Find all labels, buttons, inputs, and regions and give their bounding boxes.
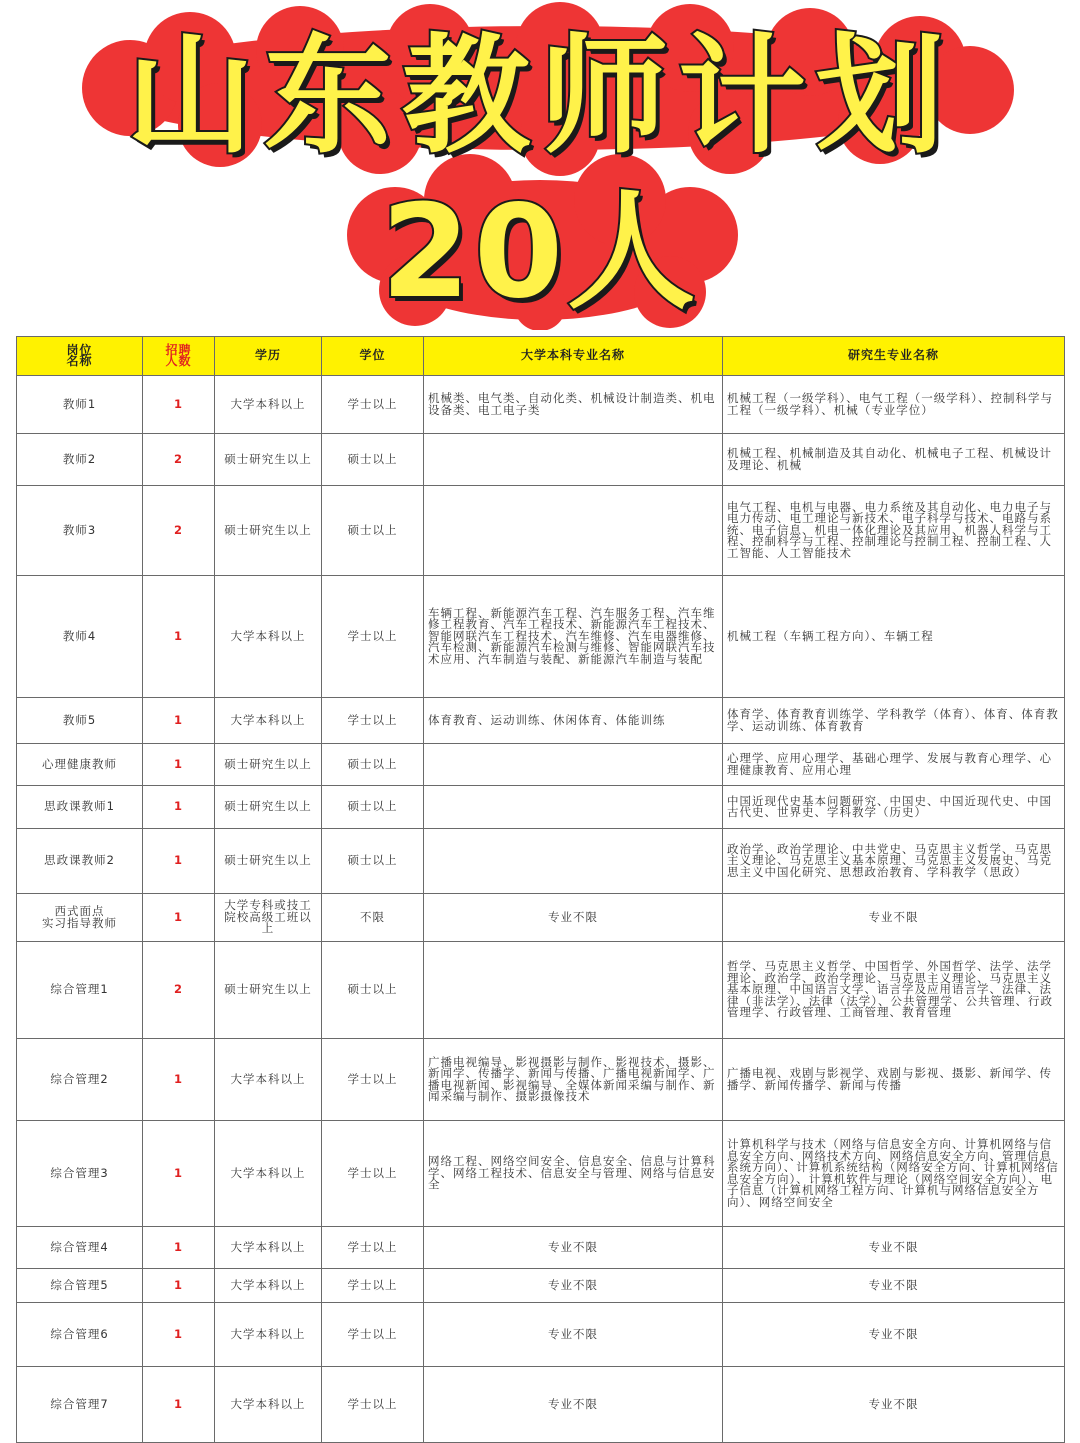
header-count: [143, 337, 215, 376]
cell-education: 硕士研究生以上: [215, 486, 322, 576]
cell-grad-major: 专业不限: [723, 1227, 1065, 1269]
cell-undergrad-major: 网络工程、网络空间安全、信息安全、信息与计算科学、网络工程技术、信息安全与管理、网络与信息安全: [424, 1121, 723, 1227]
cell-degree: 学士以上: [322, 1039, 424, 1121]
cell-undergrad-major: [424, 744, 723, 786]
recruitment-table: [16, 336, 1065, 1443]
cell-count: 1: [143, 829, 215, 894]
cell-education: 硕士研究生以上: [215, 786, 322, 829]
table-row: [17, 1121, 1065, 1227]
cell-grad-major: 计算机科学与技术（网络与信息安全方向、计算机网络与信息安全方向、网络技术方向、网络信息安全方向、管理信息系统方向）、计算机系统结构（网络安全方向、计算机网络信息安全方向）、计算机软件与理论（网络空间安全方向）、电子信息（计算机网络工程方向、计算机与网络信息安全方向）、网络空间安全: [723, 1121, 1065, 1227]
cell-education: 大学本科以上: [215, 1121, 322, 1227]
cell-grad-major: 政治学、政治学理论、中共党史、马克思主义哲学、马克思主义理论、马克思主义基本原理、马克思主义发展史、马克思主义中国化研究、思想政治教育、学科教学（思政）: [723, 829, 1065, 894]
cell-education: 大学本科以上: [215, 1303, 322, 1367]
table-body: [17, 376, 1065, 1443]
table-row: [17, 698, 1065, 744]
cell-count: 1: [143, 744, 215, 786]
cell-count: 1: [143, 894, 215, 942]
cell-grad-major: 心理学、应用心理学、基础心理学、发展与教育心理学、心理健康教育、应用心理: [723, 744, 1065, 786]
cell-post: 教师3: [17, 486, 143, 576]
cell-grad-major: 机械工程（车辆工程方向）、车辆工程: [723, 576, 1065, 698]
cell-grad-major: 电气工程、电机与电器、电力系统及其自动化、电力电子与电力传动、电工理论与新技术、电子科学与技术、电路与系统、电子信息、机电一体化理论及其应用、机器人科学与工程、控制科学与工程、控制理论与控制工程、控制工程、人工智能、人工智能技术: [723, 486, 1065, 576]
cell-education: 大学本科以上: [215, 1039, 322, 1121]
cell-undergrad-major: 机械类、电气类、自动化类、机械设计制造类、机电设备类、电工电子类: [424, 376, 723, 434]
cell-education: 大学本科以上: [215, 1367, 322, 1443]
cell-count: 1: [143, 1303, 215, 1367]
cell-post: 综合管理6: [17, 1303, 143, 1367]
cell-grad-major: 广播电视、戏剧与影视学、戏剧与影视、摄影、新闻学、传播学、新闻传播学、新闻与传播: [723, 1039, 1065, 1121]
cell-post: 综合管理3: [17, 1121, 143, 1227]
cell-degree: 学士以上: [322, 1269, 424, 1303]
table-row: [17, 1303, 1065, 1367]
cell-degree: 学士以上: [322, 698, 424, 744]
table-row: [17, 829, 1065, 894]
cell-degree: 硕士以上: [322, 786, 424, 829]
cell-count: 1: [143, 1121, 215, 1227]
cell-undergrad-major: 车辆工程、新能源汽车工程、汽车服务工程、汽车维修工程教育、汽车工程技术、新能源汽车工程技术、智能网联汽车工程技术、汽车维修、汽车电器维修、汽车检测、新能源汽车检测与维修、智能网联汽车技术应用、汽车制造与装配、新能源汽车制造与装配: [424, 576, 723, 698]
cell-post: 西式面点 实习指导教师: [17, 894, 143, 942]
header-post-label: 岗位 名称: [66, 342, 93, 368]
banner-count: 20人: [380, 178, 700, 327]
cell-post: 心理健康教师: [17, 744, 143, 786]
cell-undergrad-major: 体育教育、运动训练、休闲体育、体能训练: [424, 698, 723, 744]
cell-post: 教师1: [17, 376, 143, 434]
table-row: [17, 1039, 1065, 1121]
cell-degree: 硕士以上: [322, 744, 424, 786]
header-undergrad-major: 大学本科专业名称: [424, 337, 723, 376]
cell-undergrad-major: 专业不限: [424, 1303, 723, 1367]
table-row: [17, 1227, 1065, 1269]
cell-count: 1: [143, 1367, 215, 1443]
cell-education: 硕士研究生以上: [215, 942, 322, 1039]
cell-grad-major: 专业不限: [723, 1269, 1065, 1303]
cell-count: 1: [143, 1227, 215, 1269]
header-education: 学历: [215, 337, 322, 376]
cell-grad-major: 机械工程（一级学科）、电气工程（一级学科）、控制科学与工程（一级学科）、机械（专业学位）: [723, 376, 1065, 434]
cell-count: 1: [143, 376, 215, 434]
cell-post: 思政课教师2: [17, 829, 143, 894]
cell-count: 1: [143, 576, 215, 698]
cell-undergrad-major: [424, 942, 723, 1039]
cell-grad-major: 中国近现代史基本问题研究、中国史、中国近现代史、中国古代史、世界史、学科教学（历史）: [723, 786, 1065, 829]
cell-post: 教师2: [17, 434, 143, 486]
header-grad-major: 研究生专业名称: [723, 337, 1065, 376]
cell-education: 大学本科以上: [215, 698, 322, 744]
cell-post: 综合管理7: [17, 1367, 143, 1443]
cell-post: 教师4: [17, 576, 143, 698]
table-header-row: [17, 337, 1065, 376]
cell-degree: 不限: [322, 894, 424, 942]
cell-education: 大学本科以上: [215, 1227, 322, 1269]
cell-degree: 硕士以上: [322, 942, 424, 1039]
cell-degree: 学士以上: [322, 1121, 424, 1227]
cell-degree: 硕士以上: [322, 829, 424, 894]
cell-undergrad-major: [424, 486, 723, 576]
header-degree: 学位: [322, 337, 424, 376]
banner-title: 山东教师计划: [125, 22, 954, 171]
cell-count: 2: [143, 434, 215, 486]
cell-degree: 学士以上: [322, 1303, 424, 1367]
cell-grad-major: 哲学、马克思主义哲学、中国哲学、外国哲学、法学、法学理论、政治学、政治学理论、马克思主义理论、马克思主义基本原理、中国语言文学、语言学及应用语言学、法律、法律（非法学）、法律（法学）、公共管理学、公共管理、行政管理学、行政管理、工商管理、教育管理: [723, 942, 1065, 1039]
cell-education: 硕士研究生以上: [215, 744, 322, 786]
cell-education: 大学本科以上: [215, 576, 322, 698]
title-banner: [0, 0, 1080, 330]
cell-degree: 学士以上: [322, 1367, 424, 1443]
cell-grad-major: 专业不限: [723, 894, 1065, 942]
cell-post: 教师5: [17, 698, 143, 744]
header-count-label: 招聘 人数: [165, 342, 192, 368]
cell-degree: 硕士以上: [322, 486, 424, 576]
cell-undergrad-major: 专业不限: [424, 1269, 723, 1303]
cell-count: 1: [143, 1039, 215, 1121]
cell-post: 综合管理2: [17, 1039, 143, 1121]
cell-education: 大学专科或技工院校高级工班以上: [215, 894, 322, 942]
table-row: [17, 434, 1065, 486]
cell-post: 综合管理4: [17, 1227, 143, 1269]
cell-undergrad-major: 专业不限: [424, 1367, 723, 1443]
cell-grad-major: 体育学、体育教育训练学、学科教学（体育）、体育、体育教学、运动训练、体育教育: [723, 698, 1065, 744]
table-row: [17, 786, 1065, 829]
table-row: [17, 376, 1065, 434]
cell-undergrad-major: [424, 786, 723, 829]
cell-education: 硕士研究生以上: [215, 829, 322, 894]
cell-count: 1: [143, 1269, 215, 1303]
cell-post: 综合管理5: [17, 1269, 143, 1303]
cell-post: 思政课教师1: [17, 786, 143, 829]
cell-undergrad-major: 专业不限: [424, 1227, 723, 1269]
cell-degree: 学士以上: [322, 576, 424, 698]
cell-grad-major: 专业不限: [723, 1367, 1065, 1443]
cell-education: 大学本科以上: [215, 376, 322, 434]
cell-degree: 硕士以上: [322, 434, 424, 486]
cell-undergrad-major: [424, 434, 723, 486]
cell-undergrad-major: [424, 829, 723, 894]
table-row: [17, 1367, 1065, 1443]
cell-count: 1: [143, 698, 215, 744]
table-row: [17, 744, 1065, 786]
cell-degree: 学士以上: [322, 376, 424, 434]
table-row: [17, 942, 1065, 1039]
table-row: [17, 576, 1065, 698]
cell-undergrad-major: 广播电视编导、影视摄影与制作、影视技术、摄影、新闻学、传播学、新闻与传播、广播电视新闻学、广播电视新闻、影视编导、全媒体新闻采编与制作、新闻采编与制作、摄影摄像技术: [424, 1039, 723, 1121]
table-row: [17, 894, 1065, 942]
header-post: [17, 337, 143, 376]
cell-grad-major: 专业不限: [723, 1303, 1065, 1367]
cell-degree: 学士以上: [322, 1227, 424, 1269]
table-row: [17, 1269, 1065, 1303]
cell-education: 硕士研究生以上: [215, 434, 322, 486]
cell-grad-major: 机械工程、机械制造及其自动化、机械电子工程、机械设计及理论、机械: [723, 434, 1065, 486]
cell-count: 1: [143, 786, 215, 829]
cell-education: 大学本科以上: [215, 1269, 322, 1303]
table-row: [17, 486, 1065, 576]
cell-undergrad-major: 专业不限: [424, 894, 723, 942]
cell-count: 2: [143, 486, 215, 576]
cell-count: 2: [143, 942, 215, 1039]
cell-post: 综合管理1: [17, 942, 143, 1039]
